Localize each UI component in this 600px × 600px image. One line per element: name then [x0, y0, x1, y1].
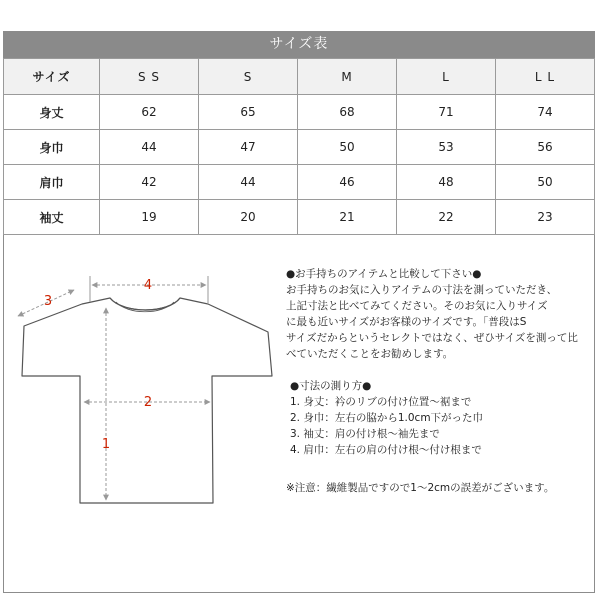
measure-list — [286, 394, 586, 458]
measure-item: 2. 身巾：左右の脇から1.0cm下がった巾 — [290, 412, 484, 424]
table-cell: 71 — [397, 95, 496, 130]
row-label-length: 身丈 — [4, 95, 100, 130]
header-size-label: サイズ — [4, 59, 100, 95]
table-cell: 19 — [100, 200, 199, 235]
header-size-l: L — [397, 59, 496, 95]
header-size-ss: S S — [100, 59, 199, 95]
table-cell: 48 — [397, 165, 496, 200]
row-label-shoulder: 肩巾 — [4, 165, 100, 200]
size-chart-title: サイズ表 — [3, 31, 595, 58]
table-cell: 44 — [100, 130, 199, 165]
length-number: 1 — [101, 437, 111, 452]
compare-heading: ●お手持ちのアイテムと比較して下さい● — [286, 268, 482, 280]
header-size-m: M — [298, 59, 397, 95]
table-cell: 47 — [199, 130, 298, 165]
table-cell: 68 — [298, 95, 397, 130]
table-header-row — [4, 59, 595, 95]
table-row — [4, 130, 595, 165]
tshirt-measurement-diagram — [10, 268, 278, 518]
table-cell: 50 — [298, 130, 397, 165]
header-size-ll: L L — [496, 59, 595, 95]
table-row — [4, 165, 595, 200]
table-cell: 65 — [199, 95, 298, 130]
table-cell: 53 — [397, 130, 496, 165]
table-cell: 21 — [298, 200, 397, 235]
size-notes — [286, 266, 586, 496]
row-label-width: 身巾 — [4, 130, 100, 165]
table-cell: 42 — [100, 165, 199, 200]
table-cell: 44 — [199, 165, 298, 200]
measure-item: 3. 袖丈：肩の付け根〜袖先まで — [290, 428, 440, 440]
table-cell: 22 — [397, 200, 496, 235]
table-cell: 46 — [298, 165, 397, 200]
width-number: 2 — [143, 395, 153, 410]
measure-heading: ●寸法の測り方● — [290, 380, 372, 392]
caution-note: ※注意：繊維製品ですので1〜2cmの誤差がございます。 — [286, 482, 555, 494]
measure-item: 4. 肩巾：左右の肩の付け根〜付け根まで — [290, 444, 482, 456]
row-label-sleeve: 袖丈 — [4, 200, 100, 235]
table-cell: 23 — [496, 200, 595, 235]
table-row — [4, 200, 595, 235]
size-table — [3, 58, 595, 235]
table-cell: 50 — [496, 165, 595, 200]
compare-line: サイズだからというセレクトではなく、ぜひサイズを測って比 — [286, 332, 578, 344]
table-cell: 74 — [496, 95, 595, 130]
compare-line: べていただくことをお勧めします。 — [286, 348, 454, 360]
table-cell: 56 — [496, 130, 595, 165]
compare-line: に最も近いサイズがお客様のサイズです。「普段はS — [286, 316, 527, 328]
table-row — [4, 95, 595, 130]
header-size-s: S — [199, 59, 298, 95]
compare-line: 上記寸法と比べてみてください。そのお気に入りサイズ — [286, 300, 548, 312]
shoulder-number: 4 — [143, 278, 153, 293]
table-cell: 62 — [100, 95, 199, 130]
compare-line: お手持ちのお気に入りアイテムの寸法を測っていただき、 — [286, 284, 558, 296]
table-cell: 20 — [199, 200, 298, 235]
sleeve-number: 3 — [43, 294, 53, 309]
measure-item: 1. 身丈：衿のリブの付け位置〜裾まで — [290, 396, 472, 408]
